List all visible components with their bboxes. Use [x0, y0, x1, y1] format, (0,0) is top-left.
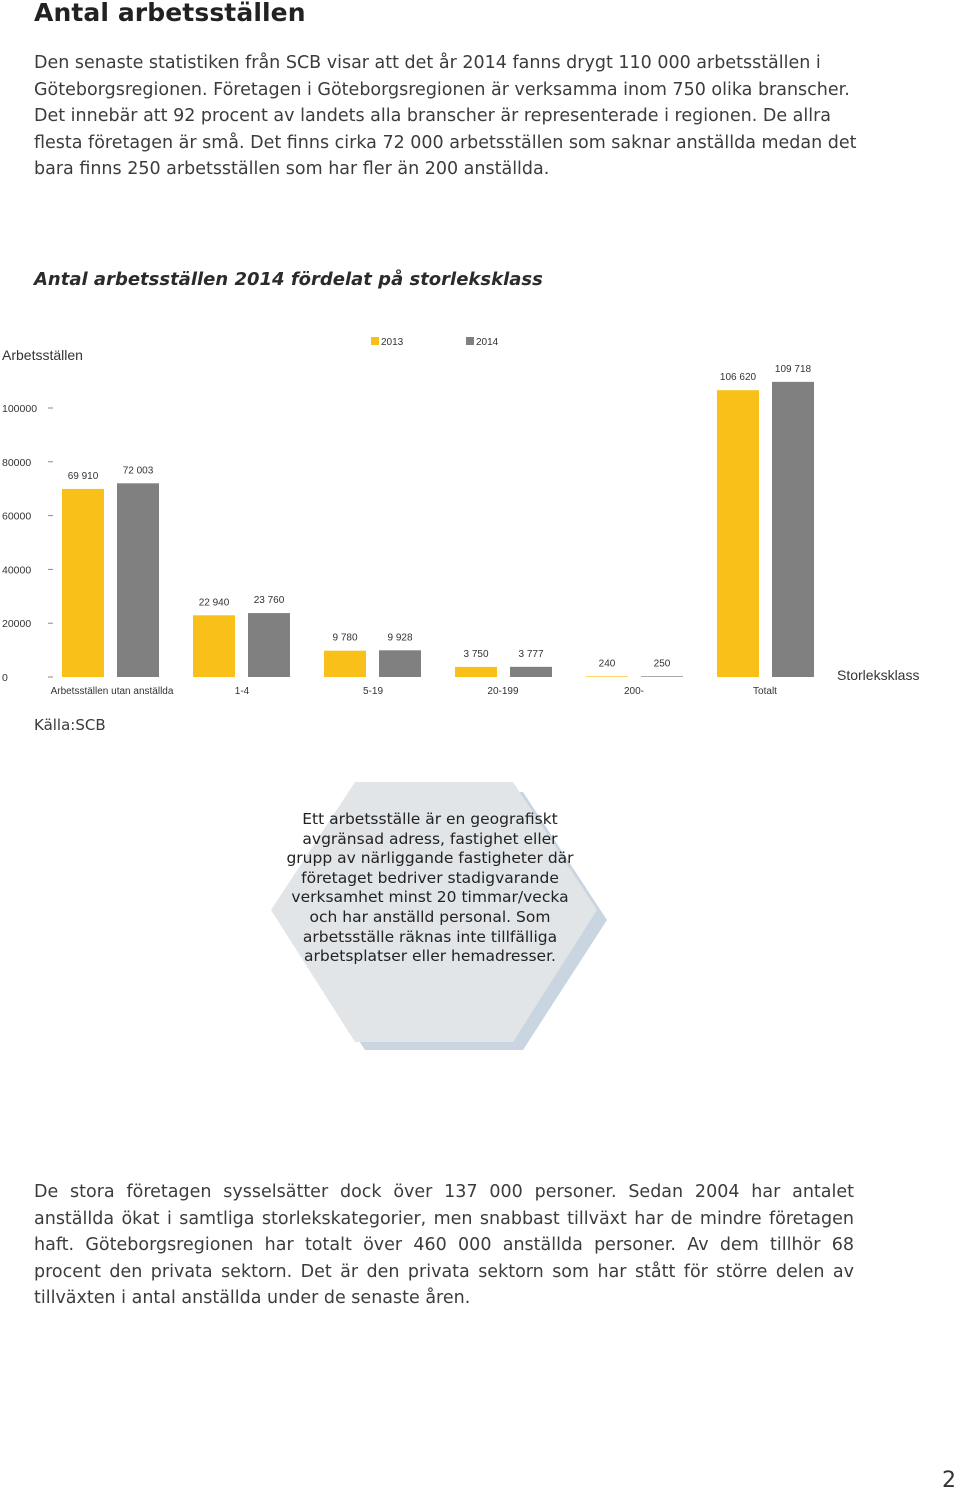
bar-2014-5 — [772, 382, 814, 677]
legend-label-2013: 2013 — [381, 337, 404, 348]
bar-chart — [0, 325, 960, 705]
data-label: 106 620 — [719, 372, 757, 384]
y-axis-title: Arbetsställen — [2, 347, 83, 363]
bar-2014-3 — [510, 667, 552, 677]
data-label: 9 928 — [387, 632, 413, 644]
intro-paragraph: Den senaste statistiken från SCB visar att det år 2014 fanns drygt 110 000 arbetsställen i Göteborgsregionen. Företagen i Göteborgsregionen är verksamma inom 750 olika branscher. Det innebär att 92 procent av landets alla branscher är representerade i regionen. De allra flesta företagen är små. Det finns cirka 72 000 arbetsställen som saknar anställda medan det bara finns 250 arbetsställen som har fler än 200 anställda. — [34, 53, 857, 179]
bar-2014-0 — [117, 483, 159, 677]
bar-2014-1 — [248, 613, 290, 677]
y-tick-label: 60000 — [2, 510, 32, 523]
bar-2013-1 — [193, 615, 235, 677]
bar-2013-5 — [717, 390, 759, 677]
data-label: 72 003 — [122, 465, 154, 477]
legend-swatch-2013 — [371, 337, 379, 345]
bar-2013-4 — [586, 676, 628, 677]
page-heading: Antal arbetsställen — [34, 0, 306, 27]
bar-2013-2 — [324, 651, 366, 677]
x-tick-label: 200- — [623, 686, 645, 697]
y-tick-label: 80000 — [2, 456, 32, 469]
data-label: 240 — [598, 658, 616, 670]
x-tick-label: 1-4 — [234, 686, 250, 697]
y-tick-label: 0 — [2, 672, 8, 684]
data-label: 22 940 — [198, 597, 230, 609]
bar-2013-3 — [455, 667, 497, 677]
info-box-text: Ett arbetsställe är en geografiskt avgränsad adress, fastighet eller grupp av närliggande fastigheter där företaget bedriver stadigvarande verksamhet minst 20 timmar/vecka och har anställd personal. Som arbetsställe räknas inte tillfälliga arbetsplatser eller hemadresser. — [286, 810, 574, 966]
page-number: 2 — [942, 1468, 956, 1493]
x-tick-label: Totalt — [753, 686, 777, 697]
bar-2013-0 — [62, 489, 104, 677]
bar-2014-4 — [641, 676, 683, 677]
y-tick-label: 100000 — [2, 403, 38, 415]
data-label: 9 780 — [332, 632, 358, 644]
y-tick-label: 40000 — [2, 564, 32, 577]
data-label: 109 718 — [774, 363, 812, 375]
legend-label-2014: 2014 — [476, 337, 499, 348]
legend-swatch-2014 — [466, 337, 474, 345]
source-note: Källa:SCB — [34, 716, 106, 734]
x-tick-label: 5-19 — [362, 686, 384, 697]
bar-2014-2 — [379, 650, 421, 677]
x-tick-label: Arbetsställen utan anställda — [50, 686, 174, 697]
data-label: 3 750 — [463, 648, 489, 660]
x-tick-label: 20-199 — [487, 686, 519, 697]
data-label: 23 760 — [253, 595, 285, 607]
data-label: 250 — [653, 658, 671, 670]
data-label: 69 910 — [67, 470, 99, 482]
outro-paragraph: De stora företagen sysselsätter dock över 137 000 personer. Sedan 2004 har antalet anställda ökat i samtliga storlekskategorier, men snabbast tillväxt har de mindre företagen haft. Göteborgsregionen har totalt över 460 000 anställda personer. Av dem tillhör 68 procent den privata sektorn. Det är den privata sektorn som har stått för större delen av tillväxten i antal anställda under de senaste åren. — [34, 1182, 854, 1308]
y-tick-label: 20000 — [2, 618, 32, 631]
data-label: 3 777 — [518, 648, 544, 660]
chart-title: Antal arbetsställen 2014 fördelat på storleksklass — [34, 269, 543, 290]
x-axis-title: Storleksklass — [837, 667, 920, 683]
